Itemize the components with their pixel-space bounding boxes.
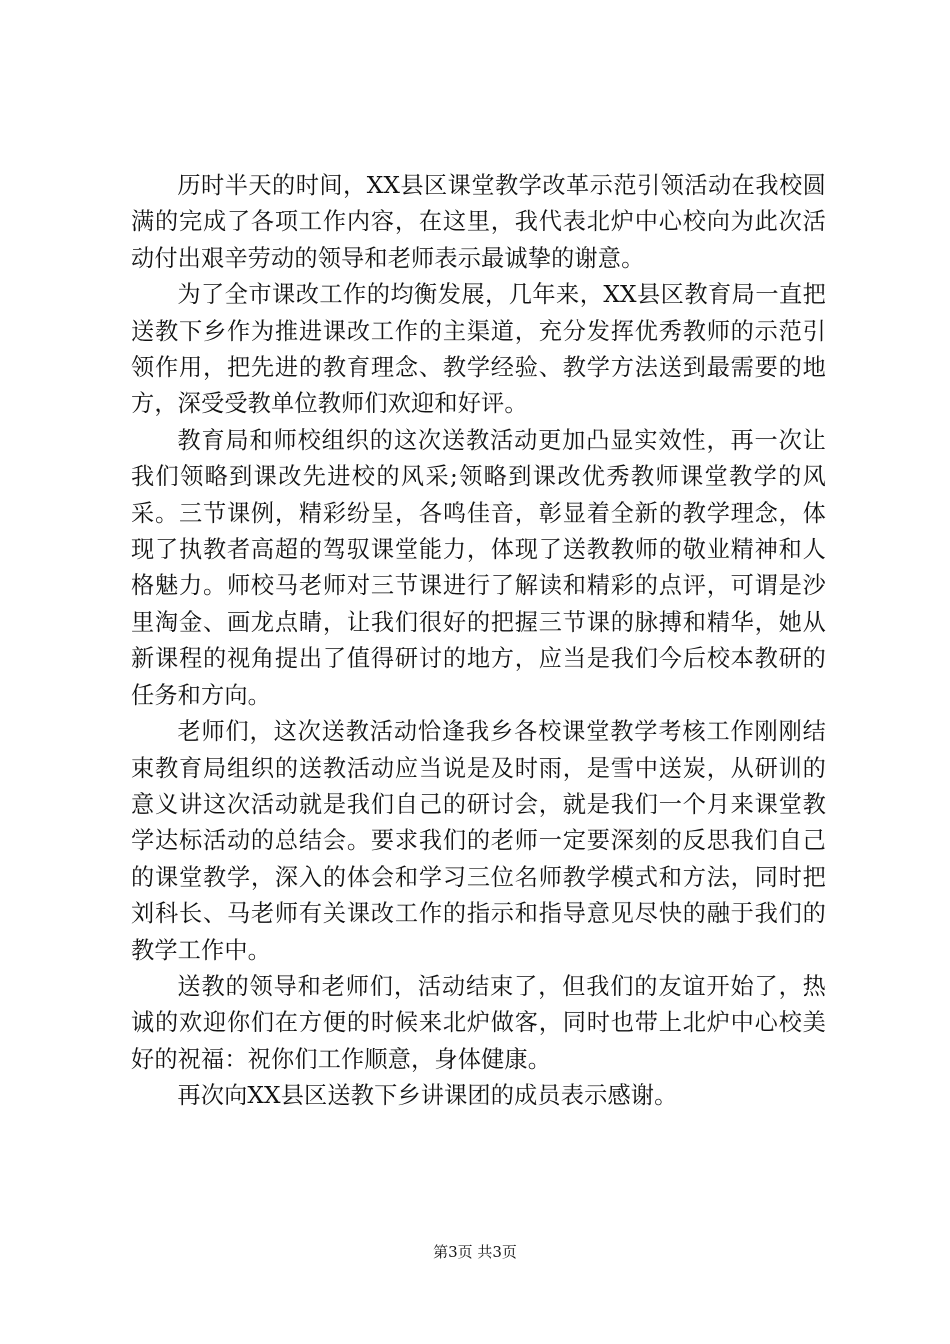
paragraph: 为了全市课改工作的均衡发展，几年来，XX县区教育局一直把送教下乡作为推进课改工作的主渠道，充分发挥优秀教师的示范引领作用，把先进的教育理念、教学经验、教学方法送到最需要的地方，深受受教单位教师们欢迎和好评。 (131, 281, 826, 418)
paragraph: 送教的领导和老师们，活动结束了，但我们的友谊开始了，热诚的欢迎你们在方便的时候来北炉做客，同时也带上北炉中心校美好的祝福：祝你们工作顺意，身体健康。 (131, 972, 826, 1073)
document-body (131, 168, 826, 1115)
paragraph: 再次向XX县区送教下乡讲课团的成员表示感谢。 (177, 1082, 678, 1110)
paragraph: 教育局和师校组织的这次送教活动更加凸显实效性，再一次让我们领略到课改先进校的风采;领略到课改优秀教师课堂教学的风采。三节课例，精彩纷呈，各鸣佳音，彰显着全新的教学理念，体现了执教者高超的驾驭课堂能力，体现了送教教师的敬业精神和人格魅力。师校马老师对三节课进行了解读和精彩的点评，可谓是沙里淘金、画龙点睛，让我们很好的把握三节课的脉搏和精华，她从新课程的视角提出了值得研讨的地方，应当是我们今后校本教研的任务和方向。 (131, 426, 826, 709)
paragraph: 历时半天的时间，XX县区课堂教学改革示范引领活动在我校圆满的完成了各项工作内容，在这里，我代表北炉中心校向为此次活动付出艰辛劳动的领导和老师表示最诚挚的谢意。 (131, 172, 826, 272)
page-number-footer: 第3页 共3页 (433, 1243, 517, 1261)
paragraph: 老师们，这次送教活动恰逢我乡各校课堂教学考核工作刚刚结束教育局组织的送教活动应当说是及时雨，是雪中送炭，从研训的意义讲这次活动就是我们自己的研讨会，就是我们一个月来课堂教学达标活动的总结会。要求我们的老师一定要深刻的反思我们自己的课堂教学，深入的体会和学习三位名师教学模式和方法，同时把刘科长、马老师有关课改工作的指示和指导意见尽快的融于我们的教学工作中。 (131, 718, 826, 964)
